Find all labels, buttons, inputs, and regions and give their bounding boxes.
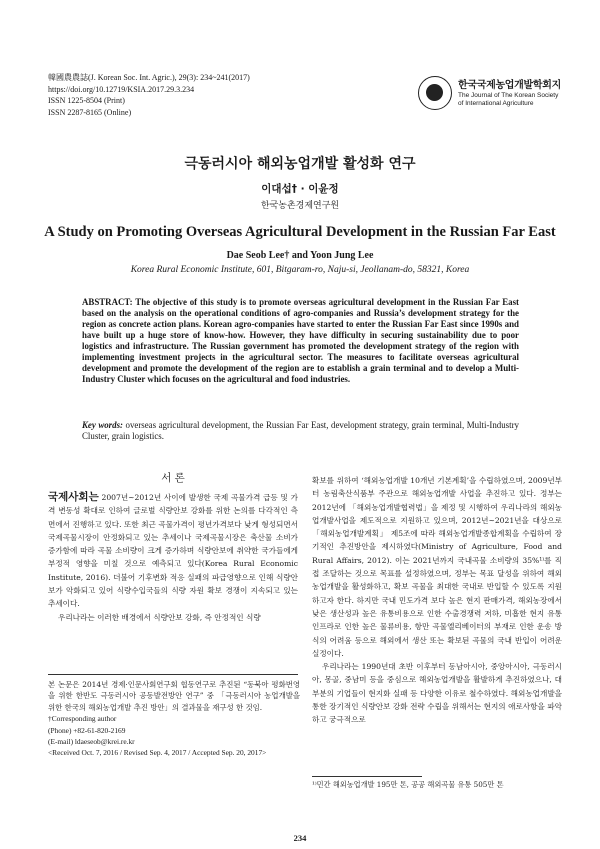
title-korean: 극동러시아 해외농업개발 활성화 연구: [184, 156, 416, 172]
society-name-ko: 한국국제농업개발학회지: [458, 80, 561, 91]
keywords-label: Key words:: [82, 420, 123, 430]
intro-paragraph-2: 우리나라는 이러한 배경에서 식량안보 강화, 즉 안정적인 식량: [58, 612, 261, 622]
intro-paragraph-1-text: 2007년~2012년 사이에 발생한 국제 곡물가격 급등 및 가격 변동성 확대로 인하여 글로벌 식량안보 강화를 위한 논의를 다각적인 측면에서 진행하고 있다. 또한 최근 곡물가격이 평년가격보다 낮게 형성되면서 국제곡물시장이 안정화되고 있는 추세이나 국제곡물시장은 축산물 소비가 증가함에 따라 곡물 소비량이 크게 증가하며 식량안보에 취약한 국가들에게 부정적 영향을 미칠 것으로 예측되고 있다(Korea Rural Economic Institute, 2016). 더불어 기후변화 적응 실패의 파급영향으로 인해 식량안보가 악화되고 있어 식량수입국들의 식량 자원 확보 경쟁이 지속되고 있는 추세이다.: [48, 493, 298, 609]
footnote-right: ¹⁾민간 해외농업개발 195만 톤, 공공 해외곡물 유통 505만 톤: [312, 780, 504, 789]
author-phone: (Phone) +82-61-820-2169: [48, 725, 126, 735]
intro-paragraph-1: [48, 491, 298, 611]
society-name-en: [458, 92, 558, 108]
journal-citation: 韓國農農誌(J. Korean Soc. Int. Agric.), 29(3): 234~241(2017): [48, 73, 250, 82]
journal-header: [48, 72, 250, 118]
keywords: [82, 420, 519, 442]
right-paragraph-2: 우리나라는 1990년대 초반 이후부터 동남아시아, 중앙아시아, 극동러시아, 몽골, 중남미 등을 중심으로 해외농업개발을 활발하게 추진하였으나, 대부분의 기업들이 현지화 실패 등 다양한 이유로 철수하였다. 해외농업개발을 통한 장기적인 식량안보 강화 전략 수립을 위해서는 현지의 애로사항을 파악하고 궁극적으로: [312, 662, 562, 725]
body-left-column: [48, 491, 298, 624]
footnote-left: [48, 679, 300, 759]
issn-print: ISSN 1225-8504 (Print): [48, 96, 125, 105]
affiliation-english: Korea Rural Economic Institute, 601, Bitgaram-ro, Naju-si, Jeollanam-do, 58321, Korea: [130, 265, 470, 275]
section-title-introduction: 서 론: [161, 472, 185, 484]
doi-link[interactable]: https://doi.org/10.12719/KSIA.2017.29.3.234: [48, 84, 195, 94]
keywords-text: overseas agricultural development, the Russian Far East, development strategy, grain terminal, Multi-Industry Cluster, grain logistics.: [82, 420, 519, 441]
society-logo: [418, 72, 568, 116]
authors-korean: 이대섭† · 이윤정: [261, 183, 339, 195]
society-name-en-line1: The Journal of The Korean Society: [458, 92, 559, 99]
corresponding-author: †Corresponding author: [48, 714, 117, 724]
authors-english: Dae Seob Lee† and Yoon Jung Lee: [226, 250, 374, 261]
body-right-column: [312, 474, 562, 727]
page-number: 234: [293, 833, 307, 843]
footnote-divider-right: [312, 776, 422, 777]
society-emblem-icon: [418, 76, 452, 110]
funding-note: 본 논문은 2014년 경제·인문사회연구회 협동연구로 추진된 “동북아 평화번영을 위한 한반도 극동러시아 공동발전방안 연구” 중 「극동러시아 농업개발을 위한 한국의 해외농업개발 추진 방안」의 결과물을 재구성 한 것임.: [48, 680, 300, 712]
affiliation-korean: 한국농촌경제연구원: [260, 201, 340, 211]
title-english: A Study on Promoting Overseas Agricultural Development in the Russian Far East: [44, 224, 556, 240]
issn-online: ISSN 2287-8165 (Online): [48, 107, 132, 117]
right-paragraph-1: 확보를 위하여 ‘해외농업개발 10개년 기본계획’을 수립하였으며, 2009년부터 농림축산식품부 주관으로 해외농업개발 사업을 추진하고 있다. 정부는 2012년에 「해외농업개발협력법」을 제정 및 시행하여 우리나라의 해외농업개발사업을 제도적으로 지원하고 있으며, 2012년~2021년을 대상으로 「해외농업개발계획」 제5조에 따라 해외농업개발종합계획을 수립하여 장기적인 추진방안을 제시하였다(Ministry of Agriculture, Food and Rural Affairs, 2012). 이는 2021년까지 국내곡물 소비량의 35%¹⁾를 직접 조달하는 것으로 목표를 설정하였으며, 정부는 목표 달성을 위하여 해외농업개발을 활성화하고, 확보 곡물을 최대한 국내로 반입할 수 있도록 지원하고자 한다. 하지만 국내 민도가격 보다 높은 현지 판매가격, 해외농장에서 낮은 생산성과 높은 유통비용으로 인한 수출경쟁력 저하, 미흡한 현지 유통 인프라로 인한 높은 물류비용, 항만 곡물엘리베이터의 부재로 인한 운송 방식의 어려움 등으로 해외에서 생산 또는 확보된 곡물의 국내 반입이 어려운 실정이다.: [312, 476, 562, 658]
author-email[interactable]: (E-mail) ldaeseob@krei.re.kr: [48, 737, 135, 747]
lead-word: 국제사회는: [48, 491, 99, 503]
society-name-en-line2: of International Agriculture: [458, 100, 534, 107]
abstract: ABSTRACT: The objective of this study is to promote overseas agricultural development in the Russian Far East based on the analysis on the operational conditions of agro-companies and Russia’s development strategy for the region as concrete action plans. Korean agro-companies have started to enter the Russian Far East since 1990s and have built up a huge store of know-how. However, they have difficulty in securing sustainability due to poor logistics and infrastructure. The Russian government has promoted the development strategy of the region with implementing investment projects in the agricultural sector. The measures to facilitate overseas agricultural development and promote the development of the region are to establish a grain terminal and to develop a Multi-Industry Cluster which focuses on the agricultural and food industries.: [82, 297, 519, 384]
footnote-divider-left: [48, 674, 298, 675]
manuscript-dates: <Received Oct. 7, 2016 / Revised Sep. 4, 2017 / Accepted Sep. 20, 2017>: [48, 748, 267, 758]
